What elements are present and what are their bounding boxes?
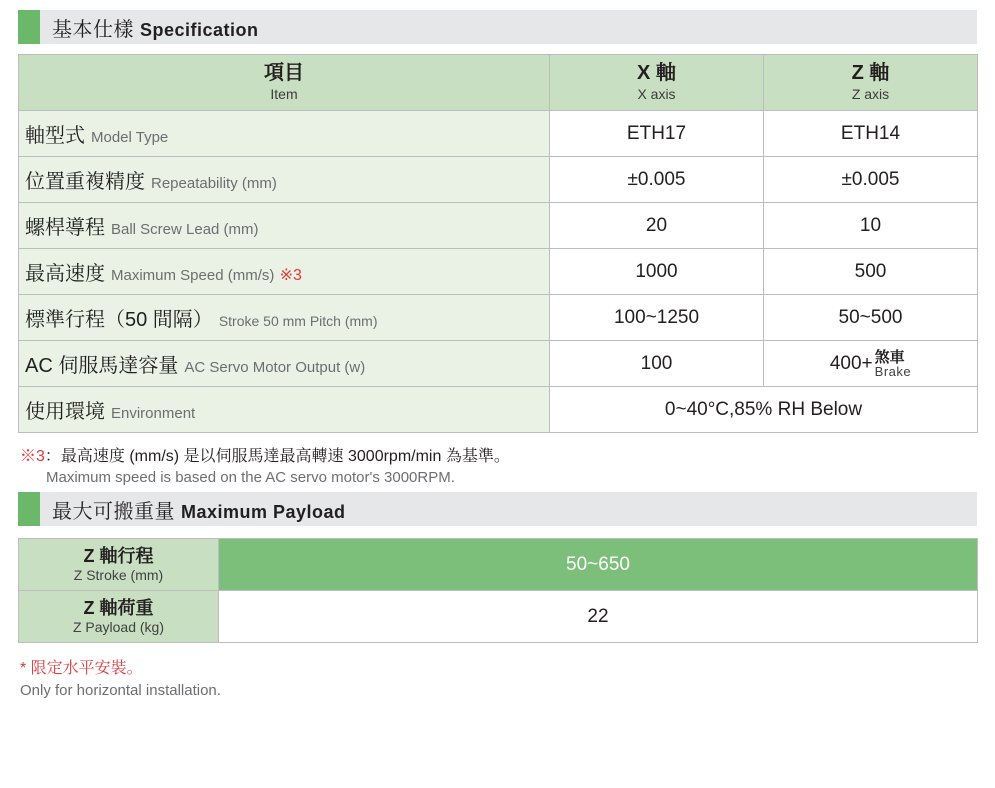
brake-label-en: Brake: [874, 363, 912, 379]
section-title-zh: 基本仕樣: [52, 18, 134, 41]
table-row: [19, 295, 978, 341]
table-row: [19, 539, 978, 591]
section-accent-bar: [18, 492, 40, 526]
row-label-zh: AC 伺服馬達容量: [25, 355, 179, 377]
cell-z-stroke-value: 50~650: [219, 539, 978, 591]
row-label-stroke: [19, 295, 550, 341]
specification-table: [18, 54, 978, 433]
column-header-item: [19, 55, 550, 111]
cell-z-model-type: ETH14: [764, 111, 978, 157]
footnote-line-2: Maximum speed is based on the AC servo motor's 3000RPM.: [46, 469, 455, 486]
row-label-en: Ball Screw Lead (mm): [111, 221, 259, 238]
row-label-en: Repeatability (mm): [151, 175, 277, 192]
table-header-row: [19, 55, 978, 111]
column-header-item-zh: 項目: [264, 62, 304, 85]
section-header-maximum-payload: [18, 492, 977, 526]
row-label-zh: Z 軸荷重: [83, 598, 154, 619]
column-header-x-axis: [550, 55, 764, 111]
row-label-zh: 最高速度: [25, 263, 105, 285]
bottom-note: [20, 655, 977, 699]
brake-option-group: [830, 350, 911, 378]
footnote-mark: ※3: [20, 448, 45, 465]
section-title-maximum-payload: [40, 495, 346, 524]
row-label-en: AC Servo Motor Output (w): [184, 359, 366, 376]
cell-z-servo-motor-output: [764, 341, 978, 387]
row-label-zh: Z 軸行程: [83, 546, 154, 567]
row-label-zh: 標準行程（50 間隔）: [25, 309, 213, 331]
top-spacer: [18, 0, 977, 4]
cell-z-ball-screw-lead: 10: [764, 203, 978, 249]
footnote-line-1: [20, 443, 977, 466]
cell-z-payload-value: 22: [219, 591, 978, 643]
table-row: [19, 157, 978, 203]
row-label-environment: [19, 387, 550, 433]
column-header-x-en: X axis: [637, 86, 676, 103]
section-title-zh: 最大可搬重量: [52, 500, 175, 523]
table-row: [19, 341, 978, 387]
row-label-en: Stroke 50 mm Pitch (mm): [218, 313, 378, 329]
table-row: [19, 249, 978, 295]
row-label-zh: 軸型式: [25, 125, 85, 147]
cell-z-stroke: 50~500: [764, 295, 978, 341]
row-label-z-payload: [19, 591, 219, 643]
footnote-text-zh: ：最高速度 (mm/s) 是以伺服馬達最高轉速 3000rpm/min 為基準。: [44, 448, 510, 465]
cell-z-repeatability: ±0.005: [764, 157, 978, 203]
section-title-en: Maximum Payload: [181, 501, 346, 522]
table-row: [19, 591, 978, 643]
row-label-footnote-mark: ※3: [279, 267, 302, 284]
column-header-x-zh: X 軸: [637, 62, 676, 85]
table-row: [19, 387, 978, 433]
section-title-specification: [40, 13, 259, 42]
column-header-z-en: Z axis: [851, 86, 890, 103]
bottom-note-line-2: Only for horizontal installation.: [20, 682, 221, 699]
row-label-en: Z Payload (kg): [72, 618, 165, 635]
row-label-en: Z Stroke (mm): [73, 566, 164, 583]
section-accent-bar: [18, 10, 40, 44]
row-label-zh: 使用環境: [25, 401, 105, 423]
table-row: [19, 203, 978, 249]
table-row: [19, 111, 978, 157]
cell-z-servo-value: 400+: [829, 352, 873, 374]
brake-label-zh: 煞車: [874, 348, 905, 366]
row-label-zh: 螺桿導程: [25, 217, 105, 239]
cell-x-repeatability: ±0.005: [550, 157, 764, 203]
section-title-en: Specification: [140, 19, 259, 40]
row-label-en: Maximum Speed (mm/s): [111, 267, 275, 284]
row-label-servo-motor-output: [19, 341, 550, 387]
section-header-specification: [18, 10, 977, 44]
maximum-payload-table: [18, 538, 978, 643]
bottom-note-line-1: * 限定水平安裝。: [20, 660, 143, 677]
column-header-z-zh: Z 軸: [851, 62, 890, 85]
row-label-en: Model Type: [91, 129, 169, 146]
cell-x-model-type: ETH17: [550, 111, 764, 157]
cell-x-ball-screw-lead: 20: [550, 203, 764, 249]
row-label-repeatability: [19, 157, 550, 203]
cell-x-maximum-speed: 1000: [550, 249, 764, 295]
footnote-speed: [20, 443, 977, 486]
row-label-ball-screw-lead: [19, 203, 550, 249]
cell-environment-value: 0~40°C,85% RH Below: [550, 387, 978, 433]
row-label-zh: 位置重複精度: [25, 171, 145, 193]
cell-z-maximum-speed: 500: [764, 249, 978, 295]
row-label-model-type: [19, 111, 550, 157]
cell-x-servo-motor-output: 100: [550, 341, 764, 387]
row-label-maximum-speed: [19, 249, 550, 295]
row-label-en: Environment: [111, 405, 196, 422]
brake-label: [875, 350, 911, 378]
row-label-z-stroke: [19, 539, 219, 591]
column-header-item-en: Item: [270, 86, 298, 103]
cell-x-stroke: 100~1250: [550, 295, 764, 341]
column-header-z-axis: [764, 55, 978, 111]
